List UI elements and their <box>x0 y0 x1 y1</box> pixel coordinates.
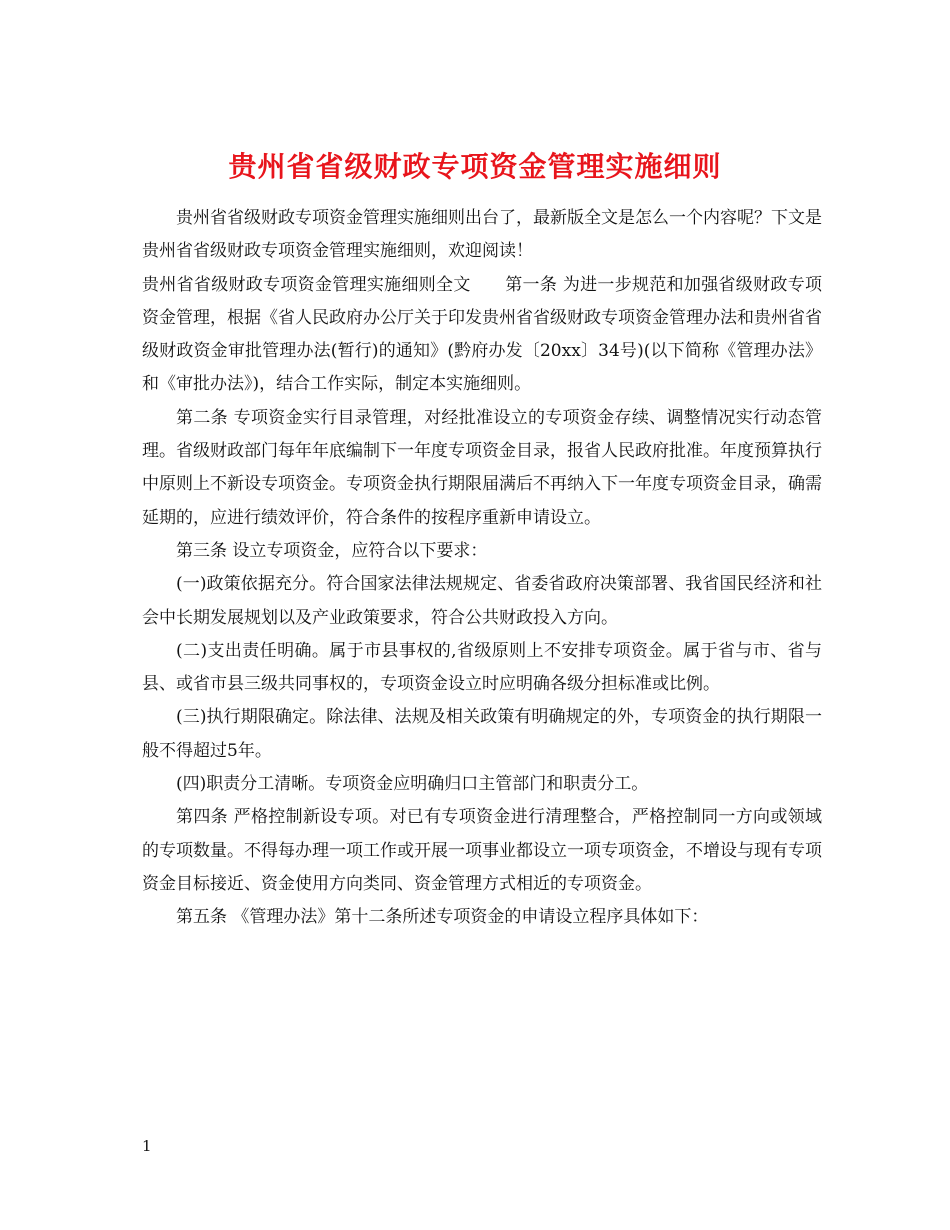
paragraph-item-4: (四)职责分工清晰。专项资金应明确归口主管部门和职责分工。 <box>176 774 649 795</box>
paragraph-item-2: (二)支出责任明确。属于市县事权的,省级原则上不安排专项资金。属于省与市、省与县、或省市县三级共同事权的，专项资金设立时应明确各级分担标准或比例。 <box>142 640 822 695</box>
paragraph-article-4: 第四条 严格控制新设专项。对已有专项资金进行清理整合，严格控制同一方向或领域的专项数量。不得每办理一项工作或开展一项事业都设立一项专项资金，不增设与现有专项资金目标接近、资金使用方向类同、资金管理方式相近的专项资金。 <box>142 807 822 894</box>
paragraph-article-2: 第二条 专项资金实行目录管理，对经批准设立的专项资金存续、调整情况实行动态管理。省级财政部门每年年底编制下一年度专项资金目录，报省人民政府批准。年度预算执行中原则上不新设专项资金。专项资金执行期限届满后不再纳入下一年度专项资金目录，确需延期的，应进行绩效评价，符合条件的按程序重新申请设立。 <box>142 407 822 528</box>
paragraph-intro: 贵州省省级财政专项资金管理实施细则出台了，最新版全文是怎么一个内容呢？下文是贵州省省级财政专项资金管理实施细则，欢迎阅读！ <box>142 208 822 262</box>
document-title: 贵州省省级财政专项资金管理实施细则 <box>228 149 722 183</box>
paragraph-item-1: (一)政策依据充分。符合国家法律法规规定、省委省政府决策部署、我省国民经济和社会中长期发展规划以及产业政策要求，符合公共财政投入方向。 <box>142 574 822 628</box>
paragraph-article-5: 第五条 《管理办法》第十二条所述专项资金的申请设立程序具体如下： <box>176 907 709 928</box>
paragraph-article-3: 第三条 设立专项资金，应符合以下要求： <box>176 540 488 561</box>
document-body <box>142 202 822 935</box>
page-number: 1 <box>142 1137 152 1155</box>
paragraph-item-3: (三)执行期限确定。除法律、法规及相关政策有明确规定的外，专项资金的执行期限一般不得超过5年。 <box>142 707 822 761</box>
paragraph-article-1: 贵州省省级财政专项资金管理实施细则全文 第一条 为进一步规范和加强省级财政专项资金管理，根据《省人民政府办公厅关于印发贵州省省级财政专项资金管理办法和贵州省省级财政资金审批管理办法(暂行)的通知》(黔府办发〔20xx〕34号)(以下简称《管理办法》和《审批办法》)，结合工作实际，制定本实施细则。 <box>142 274 822 395</box>
